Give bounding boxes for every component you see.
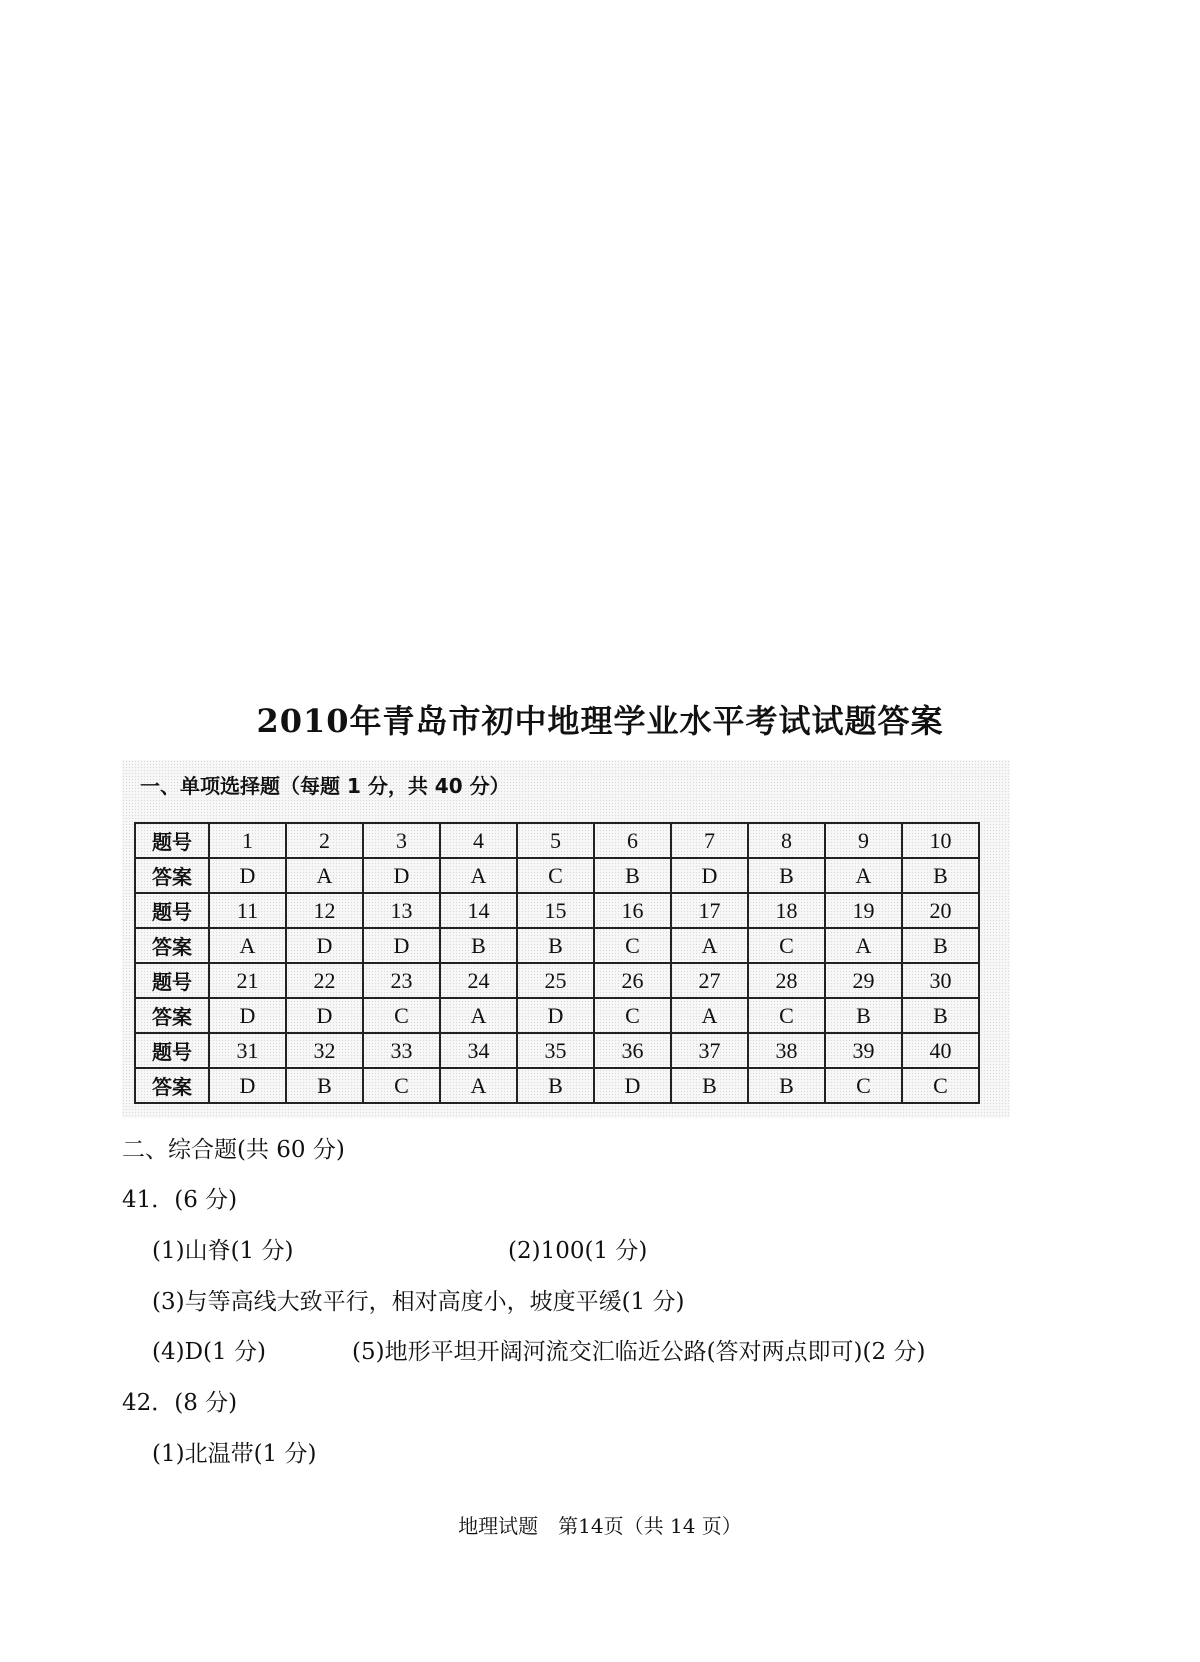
- question-number-cell: 38: [748, 1033, 825, 1068]
- question-number-cell: 36: [594, 1033, 671, 1068]
- question-number-cell: 22: [286, 963, 363, 998]
- answer-cell: B: [748, 858, 825, 893]
- q41-answer-3: (3)与等高线大致平行，相对高度小，坡度平缓(1 分): [152, 1289, 685, 1315]
- answer-row: [135, 998, 979, 1033]
- question-number-row: [135, 893, 979, 928]
- answer-row: [135, 928, 979, 963]
- answer-cell: D: [517, 998, 594, 1033]
- answer-cell: A: [671, 928, 748, 963]
- row-label-answer: 答案: [135, 998, 209, 1033]
- answer-cell: B: [825, 998, 902, 1033]
- answer-cell: C: [594, 928, 671, 963]
- row-label-number: 题号: [135, 893, 209, 928]
- answer-cell: C: [363, 1068, 440, 1103]
- question-number-cell: 2: [286, 823, 363, 858]
- question-number-cell: 16: [594, 893, 671, 928]
- answer-cell: A: [286, 858, 363, 893]
- row-label-answer: 答案: [135, 858, 209, 893]
- question-number-cell: 28: [748, 963, 825, 998]
- question-number-cell: 33: [363, 1033, 440, 1068]
- answer-cell: A: [825, 858, 902, 893]
- row-label-answer: 答案: [135, 1068, 209, 1103]
- answer-cell: C: [902, 1068, 979, 1103]
- question-number-cell: 6: [594, 823, 671, 858]
- question-number-cell: 26: [594, 963, 671, 998]
- page-title: 2010年青岛市初中地理学业水平考试试题答案: [256, 702, 944, 740]
- q42-answer-1: (1)北温带(1 分): [152, 1441, 317, 1467]
- question-number-cell: 18: [748, 893, 825, 928]
- answer-cell: C: [825, 1068, 902, 1103]
- question-number-cell: 10: [902, 823, 979, 858]
- q41-label: 41．(6 分): [122, 1187, 238, 1213]
- question-number-cell: 11: [209, 893, 286, 928]
- question-number-cell: 30: [902, 963, 979, 998]
- row-label-number: 题号: [135, 823, 209, 858]
- question-number-cell: 34: [440, 1033, 517, 1068]
- answer-cell: D: [209, 1068, 286, 1103]
- question-number-cell: 9: [825, 823, 902, 858]
- answer-cell: B: [286, 1068, 363, 1103]
- page-footer: 地理试题 第14页（共 14 页）: [458, 1514, 742, 1538]
- question-number-row: [135, 1033, 979, 1068]
- answer-cell: B: [517, 928, 594, 963]
- question-number-cell: 27: [671, 963, 748, 998]
- question-number-cell: 4: [440, 823, 517, 858]
- question-number-cell: 12: [286, 893, 363, 928]
- answer-cell: C: [748, 998, 825, 1033]
- answer-cell: D: [286, 928, 363, 963]
- answer-cell: A: [209, 928, 286, 963]
- question-number-cell: 35: [517, 1033, 594, 1068]
- question-number-cell: 13: [363, 893, 440, 928]
- q42-label: 42．(8 分): [122, 1390, 238, 1416]
- question-number-cell: 19: [825, 893, 902, 928]
- question-number-cell: 25: [517, 963, 594, 998]
- answer-cell: A: [671, 998, 748, 1033]
- question-number-cell: 14: [440, 893, 517, 928]
- row-label-number: 题号: [135, 1033, 209, 1068]
- answer-cell: B: [440, 928, 517, 963]
- answer-cell: C: [748, 928, 825, 963]
- question-number-cell: 37: [671, 1033, 748, 1068]
- answer-cell: C: [517, 858, 594, 893]
- question-number-cell: 21: [209, 963, 286, 998]
- answer-cell: B: [671, 1068, 748, 1103]
- answer-cell: D: [671, 858, 748, 893]
- question-number-cell: 7: [671, 823, 748, 858]
- row-label-number: 题号: [135, 963, 209, 998]
- question-number-cell: 17: [671, 893, 748, 928]
- q41-answer-4: (4)D(1 分): [152, 1339, 266, 1365]
- answer-cell: D: [363, 928, 440, 963]
- question-number-row: [135, 823, 979, 858]
- section-1-heading: 一、单项选择题（每题 1 分，共 40 分）: [140, 774, 510, 798]
- answer-cell: B: [517, 1068, 594, 1103]
- answer-cell: A: [440, 998, 517, 1033]
- question-number-cell: 23: [363, 963, 440, 998]
- answer-table: [134, 822, 980, 1104]
- question-number-cell: 8: [748, 823, 825, 858]
- answer-cell: B: [748, 1068, 825, 1103]
- question-number-cell: 29: [825, 963, 902, 998]
- answer-cell: D: [209, 998, 286, 1033]
- row-label-answer: 答案: [135, 928, 209, 963]
- answer-cell: B: [902, 998, 979, 1033]
- question-number-cell: 31: [209, 1033, 286, 1068]
- answer-cell: B: [594, 858, 671, 893]
- q41-answer-5: (5)地形平坦开阔河流交汇临近公路(答对两点即可)(2 分): [352, 1339, 926, 1365]
- answer-row: [135, 858, 979, 893]
- question-number-cell: 5: [517, 823, 594, 858]
- question-number-cell: 24: [440, 963, 517, 998]
- answer-cell: B: [902, 928, 979, 963]
- question-number-cell: 39: [825, 1033, 902, 1068]
- question-number-cell: 15: [517, 893, 594, 928]
- question-number-row: [135, 963, 979, 998]
- q41-answer-2: (2)100(1 分): [508, 1238, 648, 1264]
- question-number-cell: 1: [209, 823, 286, 858]
- answer-row: [135, 1068, 979, 1103]
- question-number-cell: 40: [902, 1033, 979, 1068]
- answer-cell: C: [363, 998, 440, 1033]
- answer-cell: A: [440, 1068, 517, 1103]
- answer-cell: D: [209, 858, 286, 893]
- answer-cell: B: [902, 858, 979, 893]
- question-number-cell: 3: [363, 823, 440, 858]
- question-number-cell: 32: [286, 1033, 363, 1068]
- answer-cell: D: [286, 998, 363, 1033]
- q41-answer-1: (1)山脊(1 分): [152, 1238, 294, 1264]
- answer-cell: D: [594, 1068, 671, 1103]
- answer-cell: A: [825, 928, 902, 963]
- answer-cell: D: [363, 858, 440, 893]
- answer-cell: C: [594, 998, 671, 1033]
- answer-cell: A: [440, 858, 517, 893]
- question-number-cell: 20: [902, 893, 979, 928]
- section-2-heading: 二、综合题(共 60 分): [122, 1137, 345, 1163]
